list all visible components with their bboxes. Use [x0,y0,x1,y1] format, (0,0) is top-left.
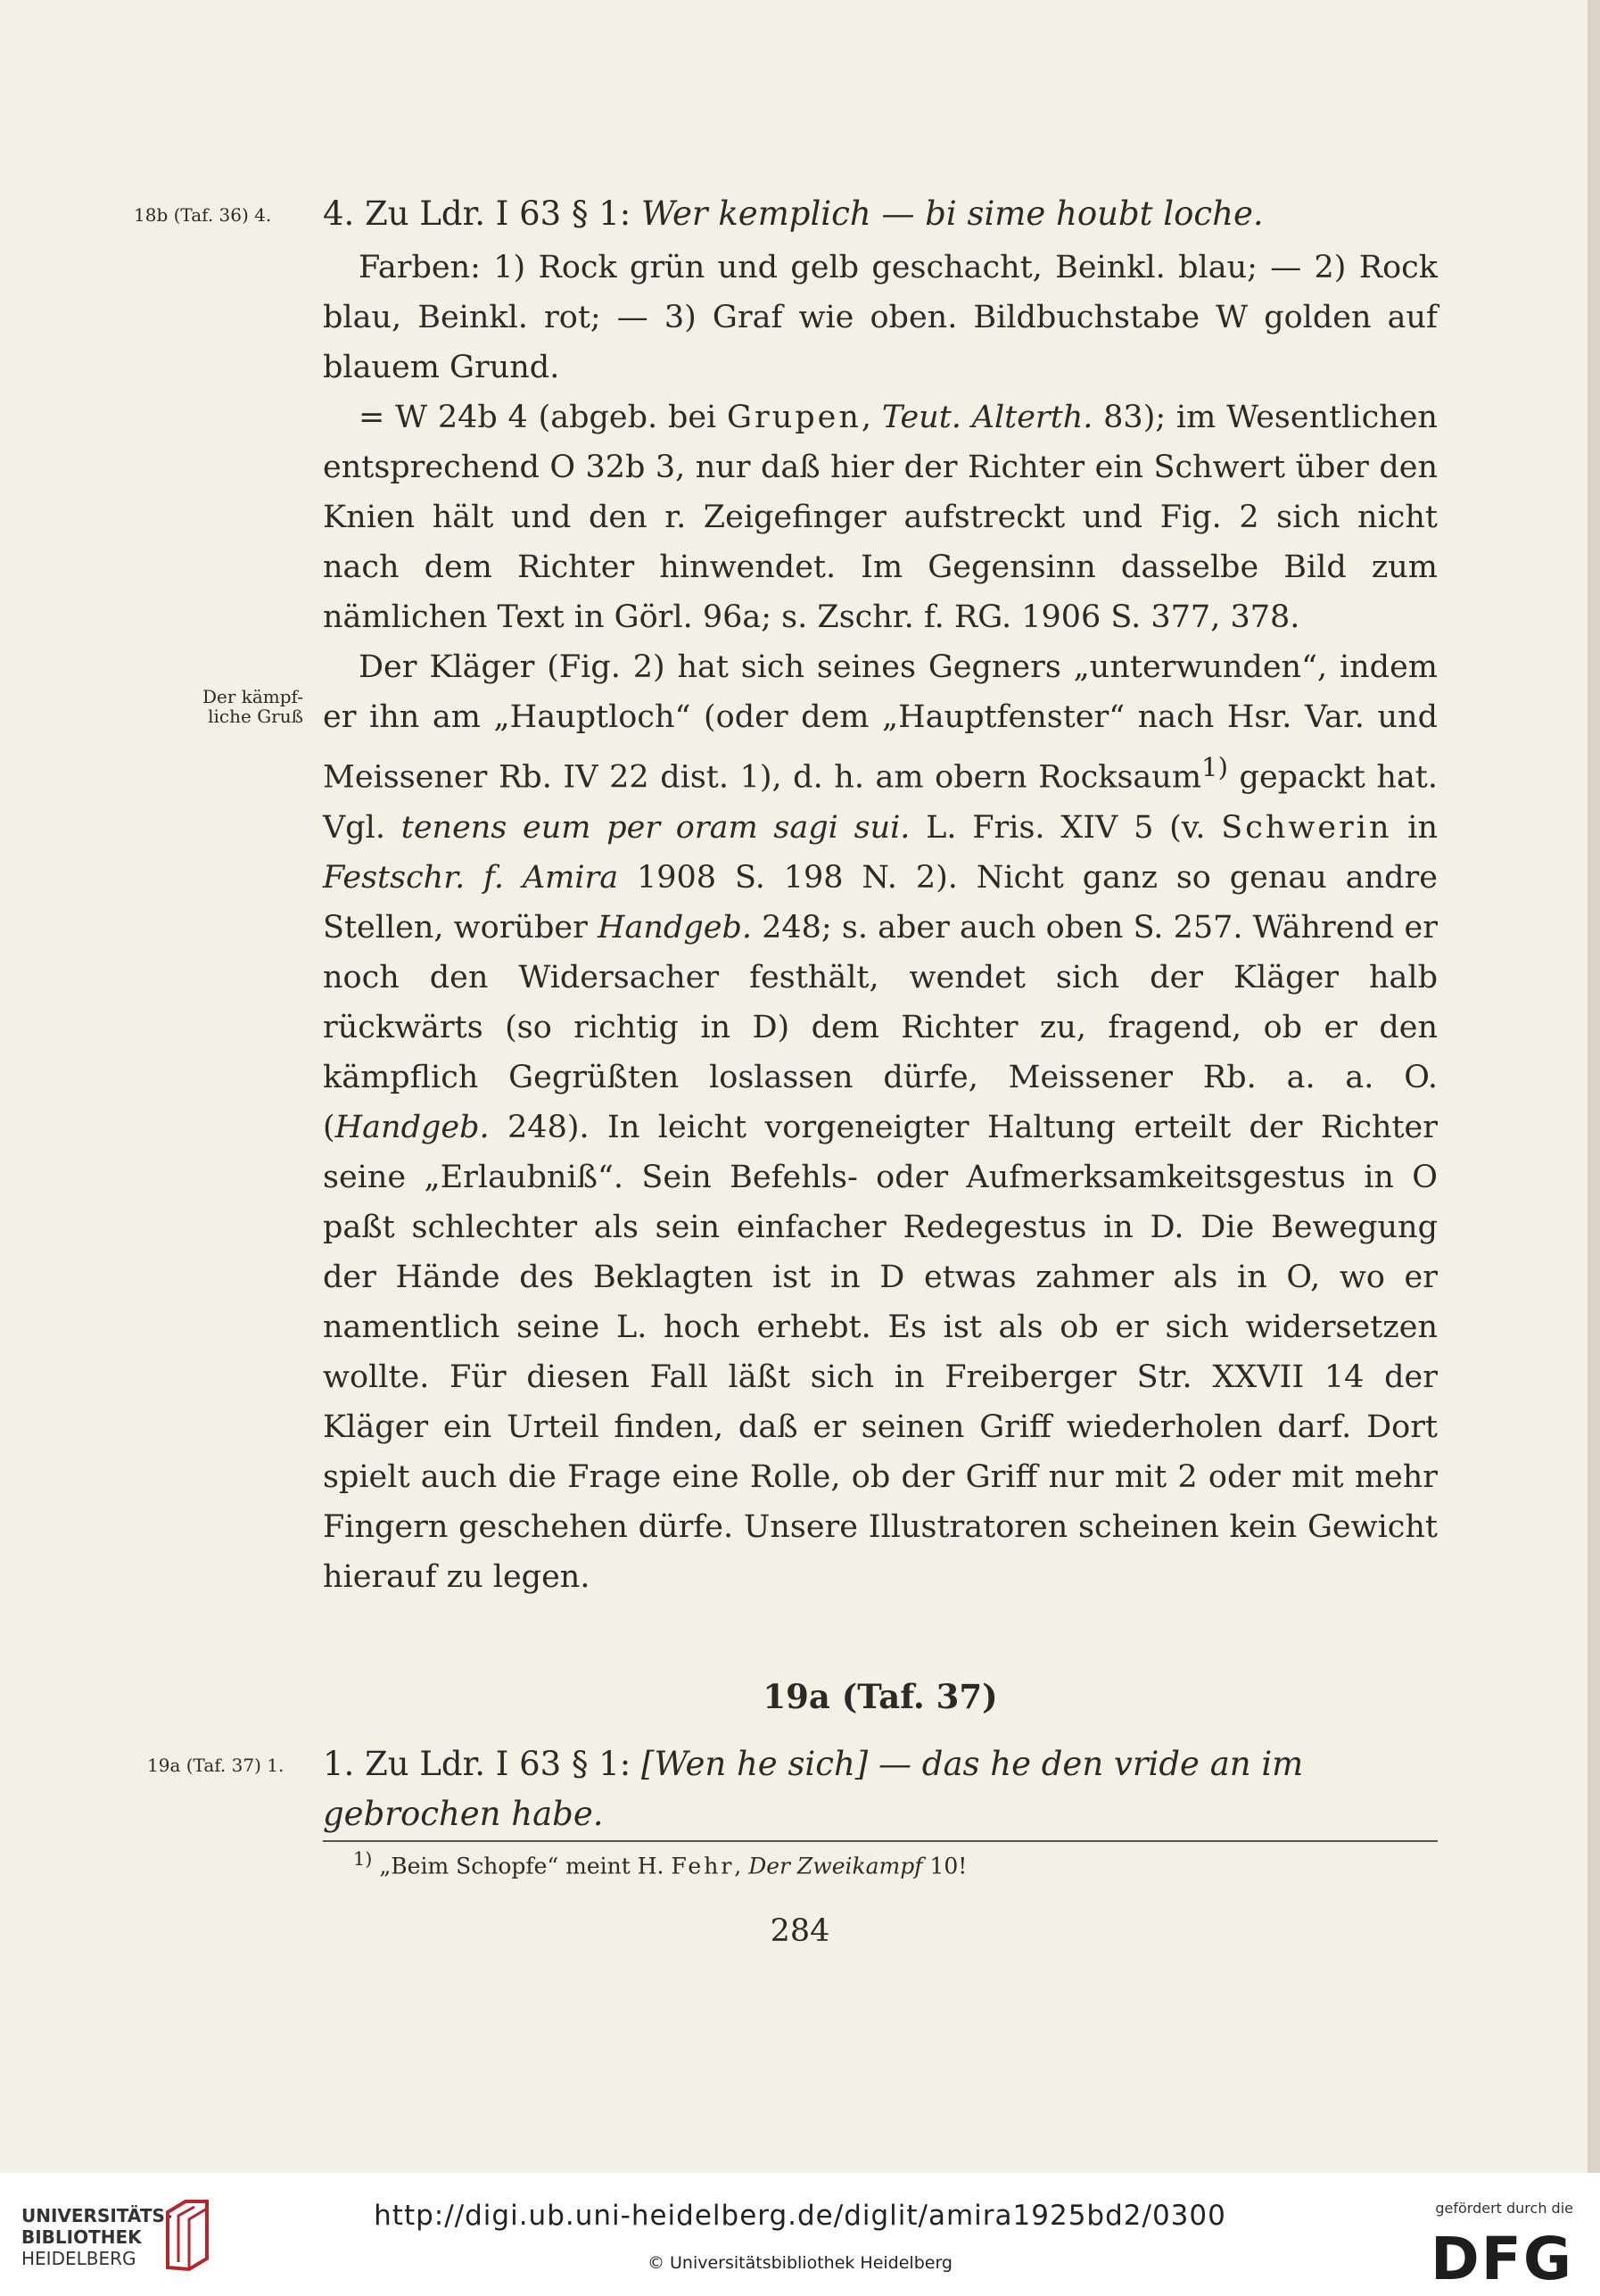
margin-note-18b: 18b (Taf. 36) 4. [134,204,272,226]
w24-title: Teut. Alterth. [881,400,1093,435]
funding-note: gefördert durch die [1435,2200,1573,2217]
author-grupen: Grupen [727,400,862,435]
footnote-text-b: , [734,1853,749,1879]
page-number: 284 [770,1913,830,1949]
section-heading-19a: 19a (Taf. 37) [763,1677,998,1716]
text-block-1 [323,243,1438,1602]
page-edge-shadow [1588,0,1600,2173]
k-title-handgeb-2: Handgeb. [334,1109,490,1145]
author-schwerin: Schwerin [1221,809,1392,846]
paragraph-farben: Farben: 1) Rock grün und gelb geschacht, Beinkl. blau; — 2) Rock blau, Beinkl. rot; — 3) Graf wie oben. Bildbuchstabe W golden auf blauem Grund. [323,250,1438,385]
footnote-text-c: 10! [922,1853,968,1879]
margin-note-kaempfliche-gruss [169,687,303,726]
w24-text-a: = W 24b 4 (abgeb. bei [359,400,728,435]
paragraph-w24 [323,392,1438,642]
footer-bar [0,2173,1600,2296]
k-text-3: L. Fris. XIV 5 (v. [910,809,1222,846]
paragraph-klaeger [323,642,1438,1602]
document-url-link[interactable]: http://digi.ub.uni-heidelberg.de/diglit/amira1925bd2/0300 [374,2200,1226,2232]
author-fehr: Fehr [671,1853,735,1879]
footnote-mark: 1) [353,1848,373,1870]
k-text-4: in [1391,809,1438,846]
heading-1-text: 1. Zu Ldr. I 63 § 1: [323,1745,642,1783]
margin-note-19a: 19a (Taf. 37) 1. [147,1755,285,1776]
k-title-festschr: Festschr. f. Amira [323,859,619,896]
library-line2: BIBLIOTHEK [21,2226,142,2248]
entry-heading-1 [323,1739,1438,1839]
k-title-handgeb-1: Handgeb. [597,909,752,946]
dfg-logo: DFG [1430,2225,1573,2293]
library-line3: HEIDELBERG [21,2248,136,2269]
k-text-5: 1908 S. 198 N. 2). Nicht ganz so genau andre Stellen, worüber [323,859,1438,946]
k-text-2: gepackt hat. Vgl. [323,759,1438,846]
heading-4-quote: Wer kemplich — bi sime houbt loche. [641,194,1264,233]
copyright: © Universitätsbibliothek Heidelberg [647,2253,953,2273]
k-text-1: Der Kläger (Fig. 2) hat sich seines Gegners „unterwunden“, indem er ihn am „Hauptloch“ (oder dem „Hauptfenster“ nach Hsr. Var. und Meissener Rb. IV 22 dist. 1), d. h. am obern Rocksaum [323,649,1438,796]
library-line1: UNIVERSITÄTS- [21,2205,173,2226]
footnote-ref: 1) [1201,752,1228,782]
k-text-6: 248; s. aber auch oben S. 257. Während er noch den Widersacher festhält, wendet sich der Kläger halb rückwärts (so richtig in D) dem Richter zu, fragend, ob er den kämpflich Gegrüßten loslassen dürfe, Meissener Rb. a. a. O. ( [323,909,1438,1145]
footnote-divider [323,1840,1438,1842]
w24-text-c: 83); im Wesentlichen entsprechend O 32b 3, nur daß hier der Richter ein Schwert über den Knien hält und den r. Zeigefinger aufstreckt und Fig. 2 sich nicht nach dem Richter hinwendet. Im Gegensinn dasselbe Bild zum nämlichen Text in Görl. 96a; s. Zschr. f. RG. 1906 S. 377, 378. [323,400,1438,635]
w24-text-b: , [861,400,882,435]
margin-der-line1: Der kämpf- [202,686,303,707]
heading-4-text: 4. Zu Ldr. I 63 § 1: [323,194,642,233]
margin-der-line2: liche Gruß [208,706,303,727]
entry-heading-4 [323,189,1438,239]
footnote [353,1848,967,1879]
footnote-title: Der Zweikampf [748,1853,923,1879]
k-quote-latin: tenens eum per oram sagi sui. [400,809,911,846]
footnote-text-a: „Beim Schopfe“ meint H. [372,1853,672,1879]
k-text-7: 248). In leicht vorgeneigter Haltung erteilt der Richter seine „Erlaubniß“. Sein Befehls- oder Aufmerksamkeitsgestus in O paßt schlechter als sein einfacher Redegestus in D. Die Bewegung der Hände des Beklagten ist in D etwas zahmer als in O, wo er namentlich seine L. hoch erhebt. Es ist als ob er sich widersetzen wollte. Für diesen Fall läßt sich in Freiberger Str. XXVII 14 der Kläger ein Urteil finden, daß er seinen Griff wiederholen darf. Dort spielt auch die Frage eine Rolle, ob der Griff nur mit 2 oder mit mehr Fingern geschehen dürfe. Unsere Illustratoren scheinen kein Gewicht hierauf zu legen. [323,1109,1438,1595]
heading-1-quote: [Wen he sich] — das he den vride an im gebrochen habe. [323,1745,1304,1833]
